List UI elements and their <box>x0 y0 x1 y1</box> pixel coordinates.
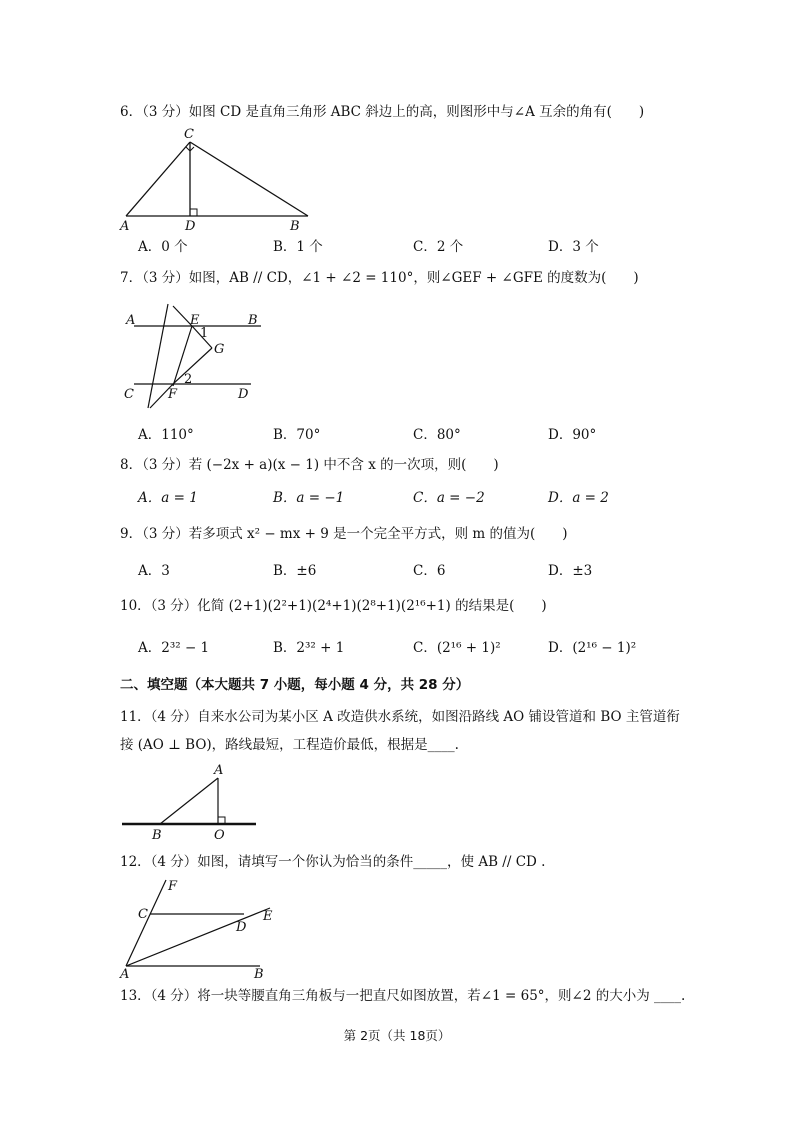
q7-stem: 7．（3 分）如图，AB // CD，∠1 + ∠2 = 110°，则∠GEF + ∠GFE 的度数为( ) <box>120 270 639 286</box>
q6-label-b: B <box>290 219 300 234</box>
q9-option-b[interactable]: B．±6 <box>273 563 317 579</box>
q7-figure <box>118 300 268 412</box>
q11-label-o: O <box>214 828 225 843</box>
q12-label-c: C <box>138 907 148 922</box>
q9-stem: 9．（3 分）若多项式 x² − mx + 9 是一个完全平方式，则 m 的值为( ) <box>120 526 568 542</box>
q7-label-a: A <box>126 313 136 328</box>
q7-label-e: E <box>190 313 200 328</box>
q10-option-b[interactable]: B．2³² + 1 <box>273 640 345 656</box>
q10-option-a[interactable]: A．2³² − 1 <box>138 640 210 656</box>
q12-figure <box>118 876 278 980</box>
q11-label-a: A <box>214 763 224 778</box>
q6-option-c[interactable]: C．2 个 <box>413 239 464 255</box>
q7-label-2: 2 <box>184 372 193 387</box>
q12-label-d: D <box>236 920 247 935</box>
q8-option-b[interactable]: B．a = −1 <box>273 490 345 506</box>
q9-option-c[interactable]: C．6 <box>413 563 446 579</box>
q9-option-a[interactable]: A．3 <box>138 563 170 579</box>
q6-option-d[interactable]: D．3 个 <box>548 239 599 255</box>
q11-label-b: B <box>152 828 162 843</box>
q9-option-d[interactable]: D．±3 <box>548 563 593 579</box>
q6-label-d: D <box>185 219 196 234</box>
q7-option-c[interactable]: C．80° <box>413 427 461 443</box>
q6-option-a[interactable]: A．0 个 <box>138 239 188 255</box>
q12-stem: 12．（4 分）如图，请填写一个你认为恰当的条件_____，使 AB // CD . <box>120 854 546 870</box>
q7-option-a[interactable]: A．110° <box>138 427 194 443</box>
q12-label-b: B <box>254 967 264 982</box>
q7-label-c: C <box>124 387 134 402</box>
section-title: 二、填空题（本大题共 7 小题，每小题 4 分，共 28 分） <box>120 677 470 693</box>
q7-label-d: D <box>238 387 249 402</box>
q7-label-1: 1 <box>200 326 209 341</box>
q8-option-d[interactable]: D．a = 2 <box>548 490 609 506</box>
q7-label-f: F <box>168 387 178 402</box>
q11-stem-line2: 接 (AO ⊥ BO)，路线最短，工程造价最低，根据是____. <box>120 737 459 753</box>
q7-label-b: B <box>248 313 258 328</box>
q6-label-c: C <box>184 127 194 142</box>
q10-option-c[interactable]: C．(2¹⁶ + 1)² <box>413 640 501 656</box>
q8-option-a[interactable]: A．a = 1 <box>138 490 198 506</box>
q6-stem: 6．（3 分）如图 CD 是直角三角形 ABC 斜边上的高，则图形中与∠A 互余的角有( ) <box>120 104 645 120</box>
q8-stem: 8．（3 分）若 (−2x + a)(x − 1) 中不含 x 的一次项，则( ) <box>120 457 499 473</box>
q10-option-d[interactable]: D．(2¹⁶ − 1)² <box>548 640 637 656</box>
q6-label-a: A <box>120 219 130 234</box>
q8-option-c[interactable]: C．a = −2 <box>413 490 485 506</box>
q13-stem: 13．（4 分）将一块等腰直角三角板与一把直尺如图放置，若∠1 = 65°，则∠2 的大小为 ____. <box>120 988 686 1004</box>
q12-label-e: E <box>263 909 273 924</box>
q6-option-b[interactable]: B．1 个 <box>273 239 323 255</box>
q6-figure <box>118 128 318 238</box>
q7-option-d[interactable]: D．90° <box>548 427 597 443</box>
q10-stem: 10．（3 分）化简 (2+1)(2²+1)(2⁴+1)(2⁸+1)(2¹⁶+1) 的结果是( ) <box>120 598 547 614</box>
q7-option-b[interactable]: B．70° <box>273 427 321 443</box>
q12-label-f: F <box>168 879 178 894</box>
q7-label-g: G <box>214 342 225 357</box>
page-footer: 第 2页（共 18页） <box>343 1028 451 1043</box>
q11-figure <box>120 762 260 842</box>
q12-label-a: A <box>120 967 130 982</box>
q11-stem-line1: 11．（4 分）自来水公司为某小区 A 改造供水系统，如图沿路线 AO 铺设管道和 BO 主管道衔 <box>120 709 680 725</box>
